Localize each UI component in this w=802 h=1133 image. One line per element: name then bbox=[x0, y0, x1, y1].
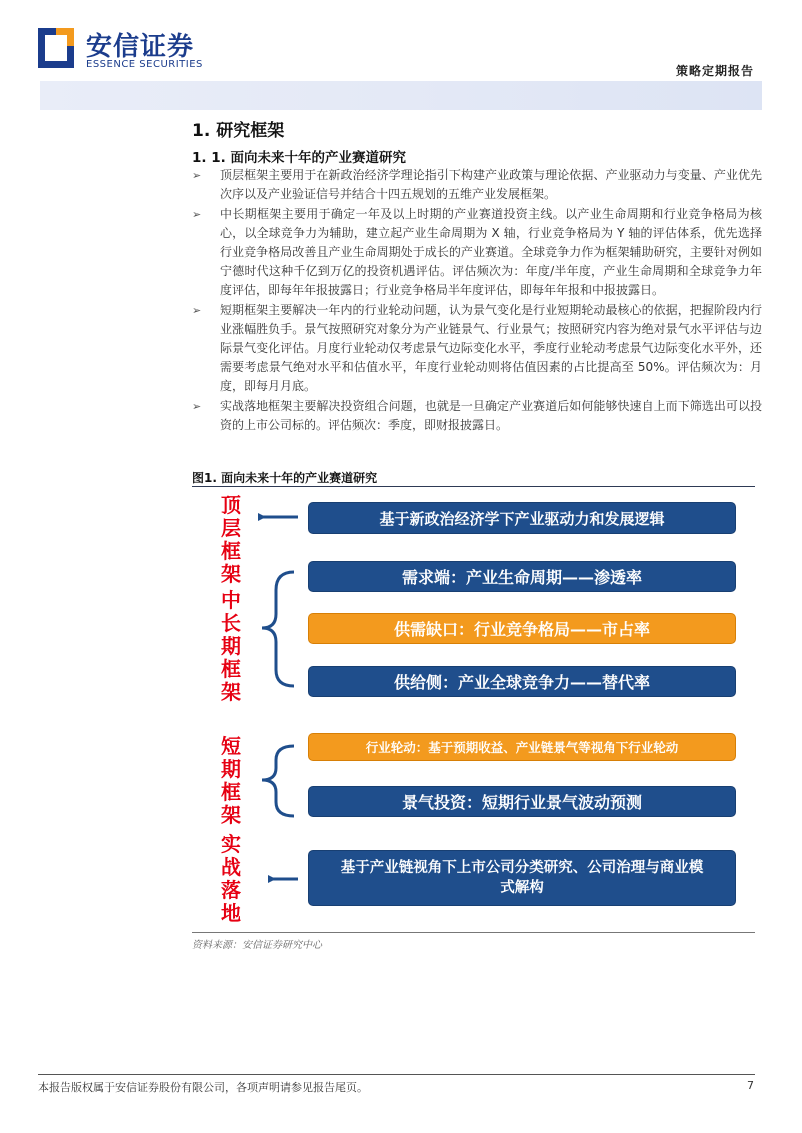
label-field-framework: 实战落地 bbox=[221, 832, 241, 925]
arrow-bullet-icon: ➢ bbox=[192, 208, 202, 221]
arrow-bullet-icon: ➢ bbox=[192, 304, 202, 317]
bullet-text: 顶层框架主要用于在新政治经济学理论指引下构建产业政策与理论依据、产业驱动力与变量、产业优先次序以及产业验证信号并结合十四五规划的五维产业发展框架。 bbox=[220, 168, 762, 201]
page-number: 7 bbox=[747, 1079, 754, 1092]
arrow-bullet-icon: ➢ bbox=[192, 169, 202, 182]
box-prosperity-investment: 景气投资：短期行业景气波动预测 bbox=[308, 786, 736, 817]
figure-bottom-rule bbox=[192, 932, 755, 933]
report-type: 策略定期报告 bbox=[675, 64, 754, 78]
footer-rule bbox=[38, 1074, 755, 1075]
subsection-heading: 1. 1. 面向未来十年的产业赛道研究 bbox=[192, 150, 406, 166]
arrow-bullet-icon: ➢ bbox=[192, 400, 202, 413]
brand-name-cn: 安信证券 bbox=[86, 32, 195, 62]
box-supply-gap: 供需缺口：行业竞争格局——市占率 bbox=[308, 613, 736, 644]
mid-brace bbox=[262, 572, 294, 686]
label-top-framework: 顶层框架 bbox=[221, 493, 241, 586]
bullet-text: 实战落地框架主要解决投资组合问题，也就是一旦确定产业赛道后如何能够快速自上而下筛选出可以投资的上市公司标的。评估频次：季度，即财报披露日。 bbox=[220, 399, 762, 432]
figure-title: 图1. 面向未来十年的产业赛道研究 bbox=[192, 471, 378, 485]
section-heading: 1. 研究框架 bbox=[192, 121, 285, 141]
footer-disclaimer: 本报告版权属于安信证券股份有限公司，各项声明请参见报告尾页。 bbox=[38, 1081, 368, 1094]
label-mid-framework: 中长期框架 bbox=[221, 588, 241, 704]
label-short-framework: 短期框架 bbox=[221, 734, 241, 827]
box-demand-side: 需求端：产业生命周期——渗透率 bbox=[308, 561, 736, 592]
bullet-text: 中长期框架主要用于确定一年及以上时期的产业赛道投资主线。以产业生命周期和行业竞争格局为核心，以全球竞争力为辅助，建立起产业生命周期为 X 轴，行业竞争格局为 Y 轴的评估体系，优先选择行业竞争格局改善且产业生命周期处于成长的产业赛道。全球竞争力作为框架辅助研究，主要针对例如宁德时代这种千亿到万亿的投资机遇评估。评估频次为：年度/半年度，产业生命周期和全球竞争力年度评估，即每年年报披露日；行业竞争格局半年度评估，即每年年报和中报披露日。 bbox=[220, 207, 762, 297]
box-field-practice: 基于产业链视角下上市公司分类研究、公司治理与商业模式解构 bbox=[308, 850, 736, 906]
bullet-text: 短期框架主要解决一年内的行业轮动问题，认为景气变化是行业短期轮动最核心的依据，把握阶段内行业涨幅胜负手。景气按照研究对象分为产业链景气、行业景气；按照研究内容为绝对景气水平评估与边际景气变化评估。月度行业轮动仅考虑景气边际变化水平，季度行业轮动考虑景气边际变化水平外，还需要考虑景气绝对水平和估值水平，年度行业轮动则将估值因素的占比提高至 50%。评估频次为：月度，即每月月底。 bbox=[220, 303, 762, 393]
short-brace bbox=[262, 746, 294, 816]
figure-source: 资料来源：安信证券研究中心 bbox=[192, 940, 322, 951]
box-top-framework: 基于新政治经济学下产业驱动力和发展逻辑 bbox=[308, 502, 736, 534]
box-industry-rotation: 行业轮动：基于预期收益、产业链景气等视角下行业轮动 bbox=[308, 733, 736, 761]
brand-name-en: ESSENCE SECURITIES bbox=[86, 59, 203, 70]
box-supply-side: 供给侧：产业全球竞争力——替代率 bbox=[308, 666, 736, 697]
